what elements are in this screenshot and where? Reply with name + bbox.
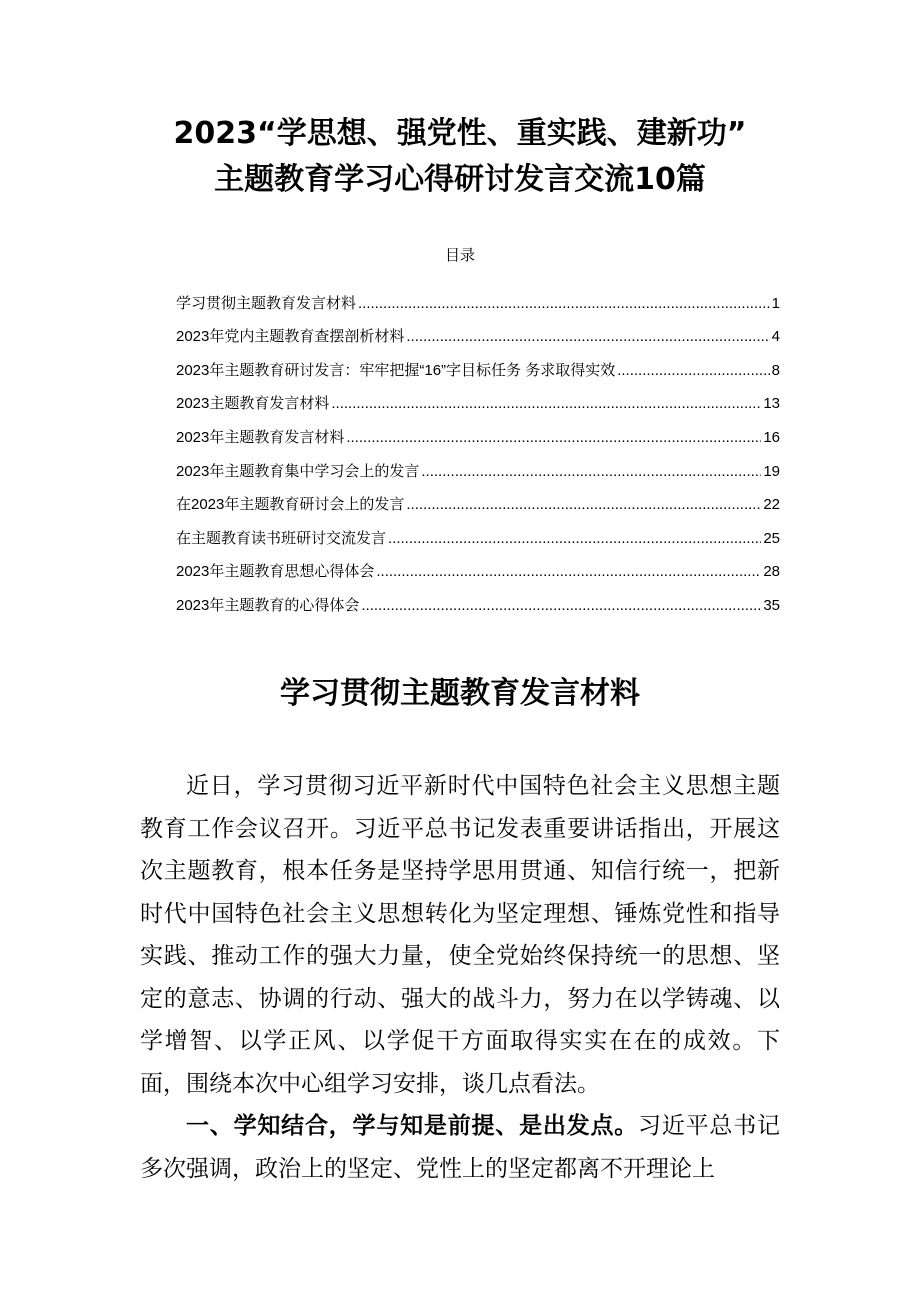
toc-item[interactable] <box>176 415 780 449</box>
paragraph-text: 习近平总书记多次强调，政治上的坚定、党性上的坚定都离不开理论上 <box>140 1113 781 1182</box>
section-title: 学习贯彻主题教育发言材料 <box>280 676 640 711</box>
toc-item-title: 2023年主题教育研讨发言：牢牢把握“16”字目标任务 务求取得实效 <box>176 361 616 379</box>
toc-leader-dots <box>331 393 761 415</box>
toc-item-title: 2023年主题教育思想心得体会 <box>176 563 375 581</box>
toc-leader-dots <box>376 561 761 583</box>
document-title-line-2: 主题教育学习心得研讨发言交流10篇 <box>214 162 706 197</box>
toc-item-page: 4 <box>771 328 780 346</box>
toc-leader-dots <box>406 494 761 516</box>
toc-leader-dots <box>406 326 769 348</box>
toc-item[interactable] <box>176 516 780 550</box>
paragraph <box>140 1105 780 1190</box>
document-title-line-1: 2023“学思想、强党性、重实践、建新功” <box>173 116 747 151</box>
toc-item[interactable] <box>176 583 780 617</box>
paragraph-heading: 一、学知结合，学与知是前提、是出发点。 <box>186 1113 639 1139</box>
toc-item-title: 2023年主题教育发言材料 <box>176 428 345 446</box>
toc-item[interactable] <box>176 315 780 349</box>
toc-item[interactable] <box>176 483 780 517</box>
toc-item-page: 1 <box>771 294 780 312</box>
body-text <box>140 765 780 1190</box>
toc-item[interactable] <box>176 449 780 483</box>
toc-leader-dots <box>388 528 761 550</box>
toc-leader-dots <box>346 427 761 449</box>
toc-item-title: 学习贯彻主题教育发言材料 <box>176 294 357 312</box>
toc-leader-dots <box>358 293 770 315</box>
table-of-contents <box>176 281 780 617</box>
toc-heading: 目录 <box>444 246 475 264</box>
toc-item[interactable] <box>176 550 780 584</box>
toc-item[interactable] <box>176 382 780 416</box>
toc-item-title: 2023年主题教育的心得体会 <box>176 596 360 614</box>
toc-item-title: 2023年党内主题教育查摆剖析材料 <box>176 328 405 346</box>
toc-item-title: 2023年主题教育集中学习会上的发言 <box>176 462 420 480</box>
toc-item-page: 8 <box>771 361 780 379</box>
toc-item-page: 22 <box>763 496 780 514</box>
toc-item[interactable] <box>176 281 780 315</box>
toc-item-page: 35 <box>763 596 780 614</box>
toc-item-page: 28 <box>763 563 780 581</box>
toc-leader-dots <box>361 595 761 617</box>
toc-item-title: 在主题教育读书班研讨交流发言 <box>176 529 387 547</box>
toc-leader-dots <box>617 360 769 382</box>
toc-item-title: 2023主题教育发言材料 <box>176 395 330 413</box>
paragraph: 近日，学习贯彻习近平新时代中国特色社会主义思想主题教育工作会议召开。习近平总书记发表重要讲话指出，开展这次主题教育，根本任务是坚持学思用贯通、知信行统一，把新时代中国特色社会主义思想转化为坚定理想、锤炼党性和指导实践、推动工作的强大力量，使全党始终保持统一的思想、坚定的意志、协调的行动、强大的战斗力，努力在以学铸魂、以学增智、以学正风、以学促干方面取得实实在在的成效。下面，围绕本次中心组学习安排，谈几点看法。 <box>140 773 780 1097</box>
toc-item-page: 19 <box>763 462 780 480</box>
toc-leader-dots <box>421 461 761 483</box>
toc-item[interactable] <box>176 348 780 382</box>
toc-item-page: 25 <box>763 529 780 547</box>
toc-item-page: 13 <box>763 395 780 413</box>
toc-item-page: 16 <box>763 428 780 446</box>
toc-item-title: 在2023年主题教育研讨会上的发言 <box>176 496 405 514</box>
